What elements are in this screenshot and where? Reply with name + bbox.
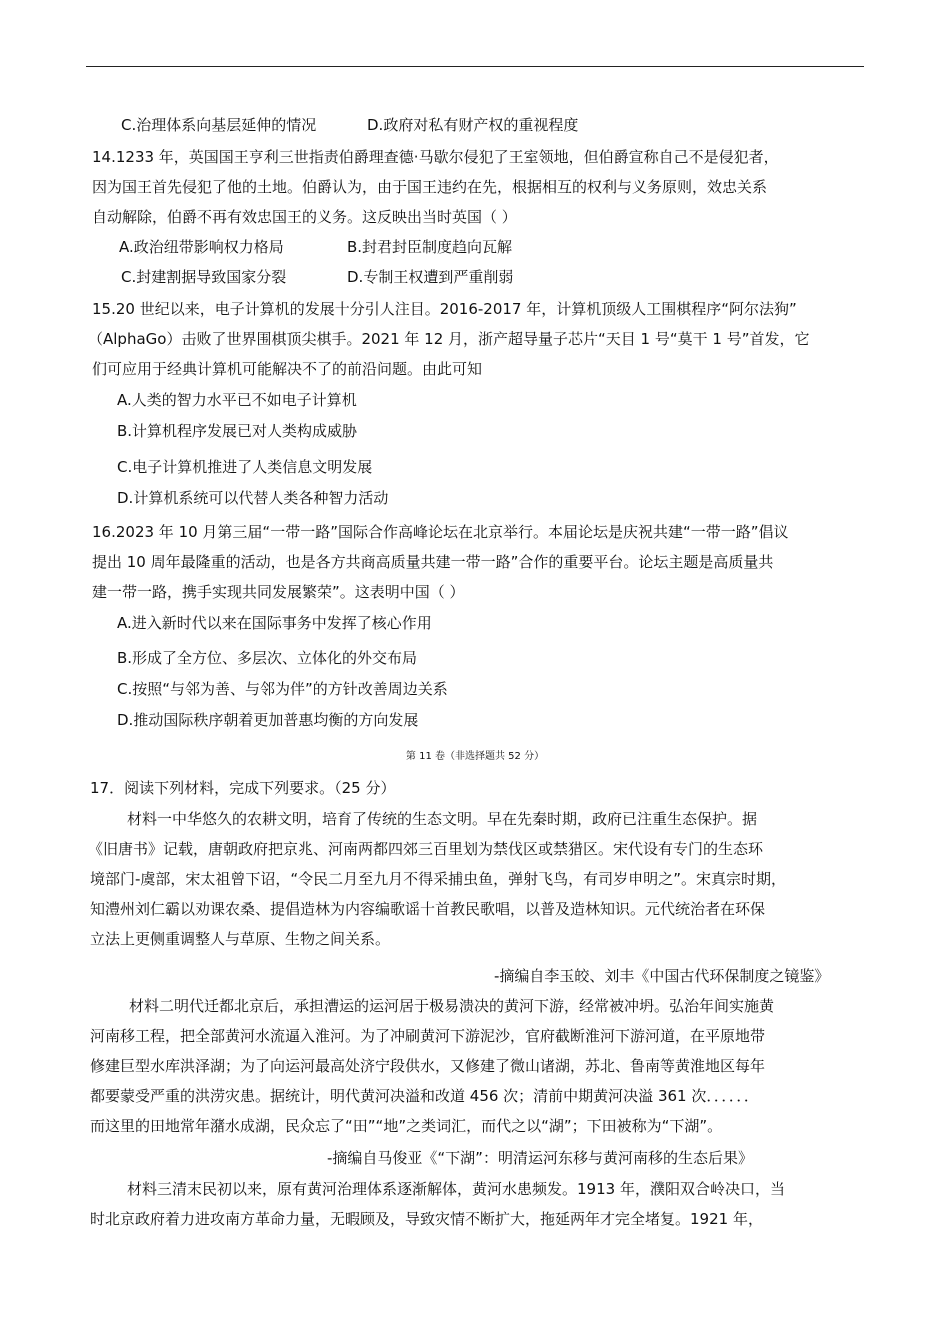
q17-material-1-source: -摘编自李玉皎、刘丰《中国古代环保制度之镜鉴》 — [494, 967, 830, 985]
q15-stem-line-2: （AlphaGo）击败了世界围棋顶尖棋手。2021 年 12 月，浙产超导量子芯片“天目 1 号“莫干 1 号”首发，它 — [88, 330, 810, 348]
q16-option-a: A.进入新时代以来在国际事务中发挥了核心作用 — [117, 614, 432, 632]
q17-material-2-line-5: 而这里的田地常年潴水成湖，民众忘了“田”“地”之类词汇，而代之以“湖”；下田被称为“下湖”。 — [90, 1117, 723, 1135]
section-title: 第 11 卷（非选择题共 52 分） — [405, 751, 545, 762]
q16-stem-line-3: 建一带一路，携手实现共同发展繁荣”。这表明中国（ ） — [92, 583, 465, 601]
q14-option-c: C.封建割据导致国家分裂 — [121, 268, 287, 286]
q17-material-1-line-5: 立法上更侧重调整人与草原、生物之间关系。 — [90, 930, 391, 948]
q16-stem-line-2: 提出 10 周年最隆重的活动，也是各方共商高质量共建一带一路”合作的重要平台。论坛主题是高质量共 — [92, 553, 774, 571]
q15-option-a: A.人类的智力水平已不如电子计算机 — [117, 391, 357, 409]
q14-stem-line-2: 因为国王首先侵犯了他的土地。伯爵认为，由于国王违约在先，根据相互的权利与义务原则，效忠关系 — [92, 178, 768, 196]
q17-material-2-line-3: 修建巨型水库洪泽湖；为了向运河最高处济宁段供水，又修建了微山诸湖，苏北、鲁南等黄淮地区每年 — [90, 1057, 766, 1075]
q14-options-row-2 — [121, 266, 513, 288]
q17-material-1-line-3: 境部门-虞部，宋太祖曾下诏，“令民二月至九月不得采捕虫鱼，弹射飞鸟，有司岁申明之”。宋真宗时期， — [90, 870, 786, 888]
q13-options-row — [121, 114, 578, 136]
q14-stem-line-3: 自动解除，伯爵不再有效忠国王的义务。这反映出当时英国（ ） — [92, 208, 517, 226]
q17-material-3-line-1: 材料三清末民初以来，原有黄河治理体系逐渐解体，黄河水患频发。1913 年，濮阳双合岭决口，当 — [127, 1180, 785, 1198]
q17-intro: 17．阅读下列材料，完成下列要求。（25 分） — [90, 779, 396, 797]
q14-option-d: D.专制王权遭到严重削弱 — [347, 268, 514, 286]
q17-material-3-line-2: 时北京政府着力进攻南方革命力量，无暇顾及，导致灾情不断扩大，拖延两年才完全堵复。1921 年， — [90, 1210, 763, 1228]
q13-option-d: D.政府对私有财产权的重视程度 — [367, 116, 579, 134]
q13-option-c: C.治理体系向基层延伸的情况 — [121, 116, 317, 134]
q17-material-2-line-1: 材料二明代迁都北京后，承担漕运的运河居于极易溃决的黄河下游，经常被冲坍。弘治年间实施黄 — [129, 997, 775, 1015]
q16-option-b: B.形成了全方位、多层次、立体化的外交布局 — [117, 649, 418, 667]
q16-option-d: D.推动国际秩序朝着更加普惠均衡的方向发展 — [117, 711, 419, 729]
q15-option-b: B.计算机程序发展已对人类构成威胁 — [117, 422, 358, 440]
q16-stem-line-1: 16.2023 年 10 月第三届“一带一路”国际合作高峰论坛在北京举行。本届论坛是庆祝共建“一带一路”倡议 — [92, 523, 789, 541]
q17-material-1-line-1: 材料一中华悠久的农耕文明，培育了传统的生态文明。早在先秦时期，政府已注重生态保护。据 — [127, 810, 758, 828]
q15-option-c: C.电子计算机推进了人类信息文明发展 — [117, 458, 373, 476]
q14-options-row-1 — [119, 236, 512, 258]
header-rule — [86, 66, 864, 67]
q17-material-1-line-2: 《旧唐书》记载，唐朝政府把京兆、河南两都四郊三百里划为禁伐区或禁猎区。宋代设有专门的生态环 — [88, 840, 764, 858]
q15-option-d: D.计算机系统可以代替人类各种智力活动 — [117, 489, 389, 507]
q14-option-a: A.政治纽带影响权力格局 — [119, 238, 284, 256]
q17-material-2-line-4: 都要蒙受严重的洪涝灾患。据统计，明代黄河决溢和改道 456 次；清前中期黄河决溢 361 次．．．．．． — [90, 1087, 759, 1105]
q17-material-2-source: -摘编自马俊亚《“下湖”：明清运河东移与黄河南移的生态后果》 — [327, 1149, 753, 1167]
q17-material-2-line-2: 河南移工程，把全部黄河水流逼入淮河。为了冲刷黄河下游泥沙，官府截断淮河下游河道，在平原地带 — [90, 1027, 766, 1045]
q15-stem-line-3: 们可应用于经典计算机可能解决不了的前沿问题。由此可知 — [92, 360, 483, 378]
q14-stem-line-1: 14.1233 年，英国国王亨利三世指责伯爵理查德·马歇尔侵犯了王室领地，但伯爵宣称自己不是侵犯者， — [92, 148, 779, 166]
q17-material-1-line-4: 知澧州刘仁霸以劝课农桑、提倡造林为内容编歌谣十首教民歌唱，以普及造林知识。元代统治者在环保 — [90, 900, 766, 918]
q15-stem-line-1: 15.20 世纪以来，电子计算机的发展十分引人注目。2016-2017 年，计算机顶级人工围棋程序“阿尔法狗” — [92, 300, 797, 318]
q14-option-b: B.封君封臣制度趋向瓦解 — [347, 238, 513, 256]
q16-option-c: C.按照“与邻为善、与邻为伴”的方针改善周边关系 — [117, 680, 448, 698]
